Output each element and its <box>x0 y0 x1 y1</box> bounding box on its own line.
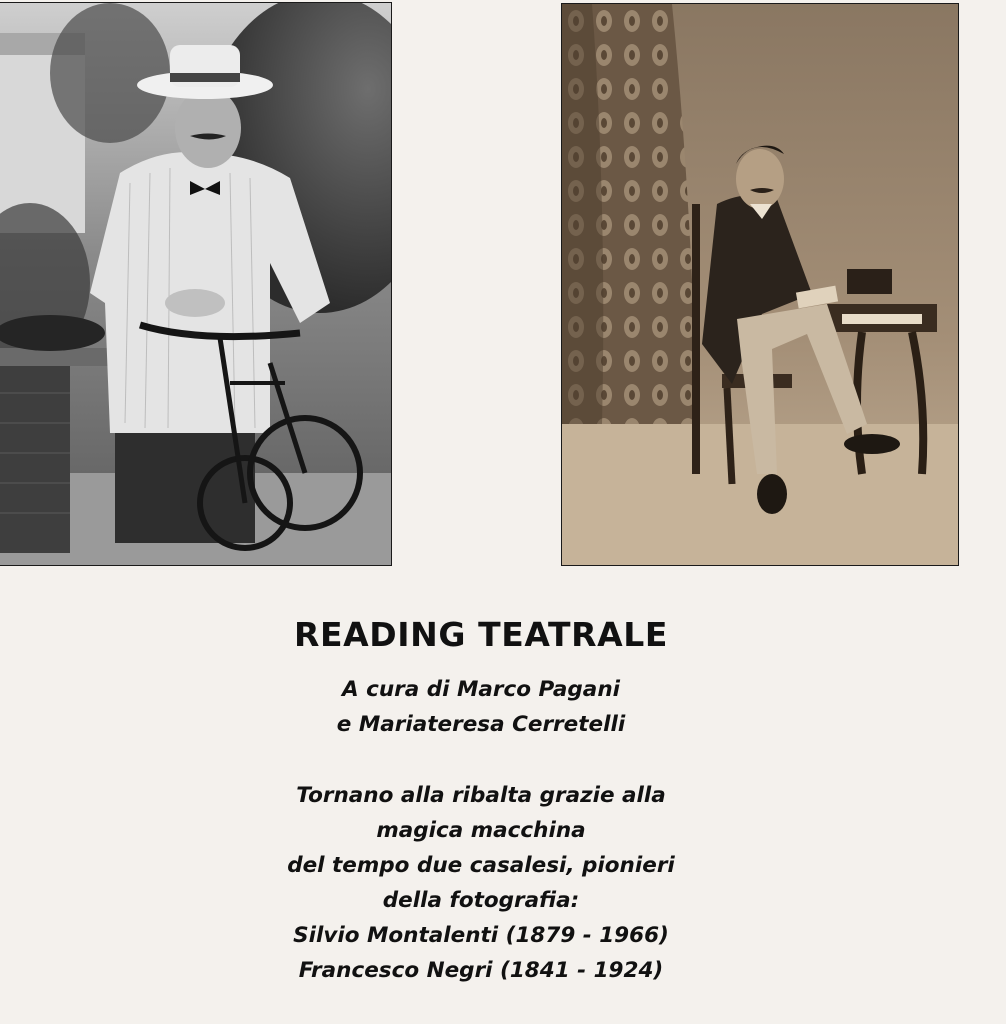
description-line: Francesco Negri (1841 - 1924) <box>298 958 664 983</box>
credit-line: e Mariateresa Cerretelli <box>336 712 626 737</box>
photo-man-seated-reading-image <box>562 4 958 565</box>
description-line: della fotografia: <box>382 888 580 913</box>
description-line: del tempo due casalesi, pionieri <box>287 853 675 878</box>
photo-man-with-bicycle <box>0 2 392 566</box>
description-line: magica macchina <box>376 818 586 843</box>
description <box>0 778 962 988</box>
description-line: Silvio Montalenti (1879 - 1966) <box>293 923 669 948</box>
poster-title: READING TEATRALE <box>293 615 669 654</box>
credit-line: A cura di Marco Pagani <box>342 677 620 702</box>
photo-man-seated-reading <box>561 3 959 566</box>
photo-man-with-bicycle-image <box>0 3 391 565</box>
description-line: Tornano alla ribalta grazie alla <box>296 783 666 808</box>
credits <box>0 672 962 742</box>
poster-text <box>0 612 962 988</box>
